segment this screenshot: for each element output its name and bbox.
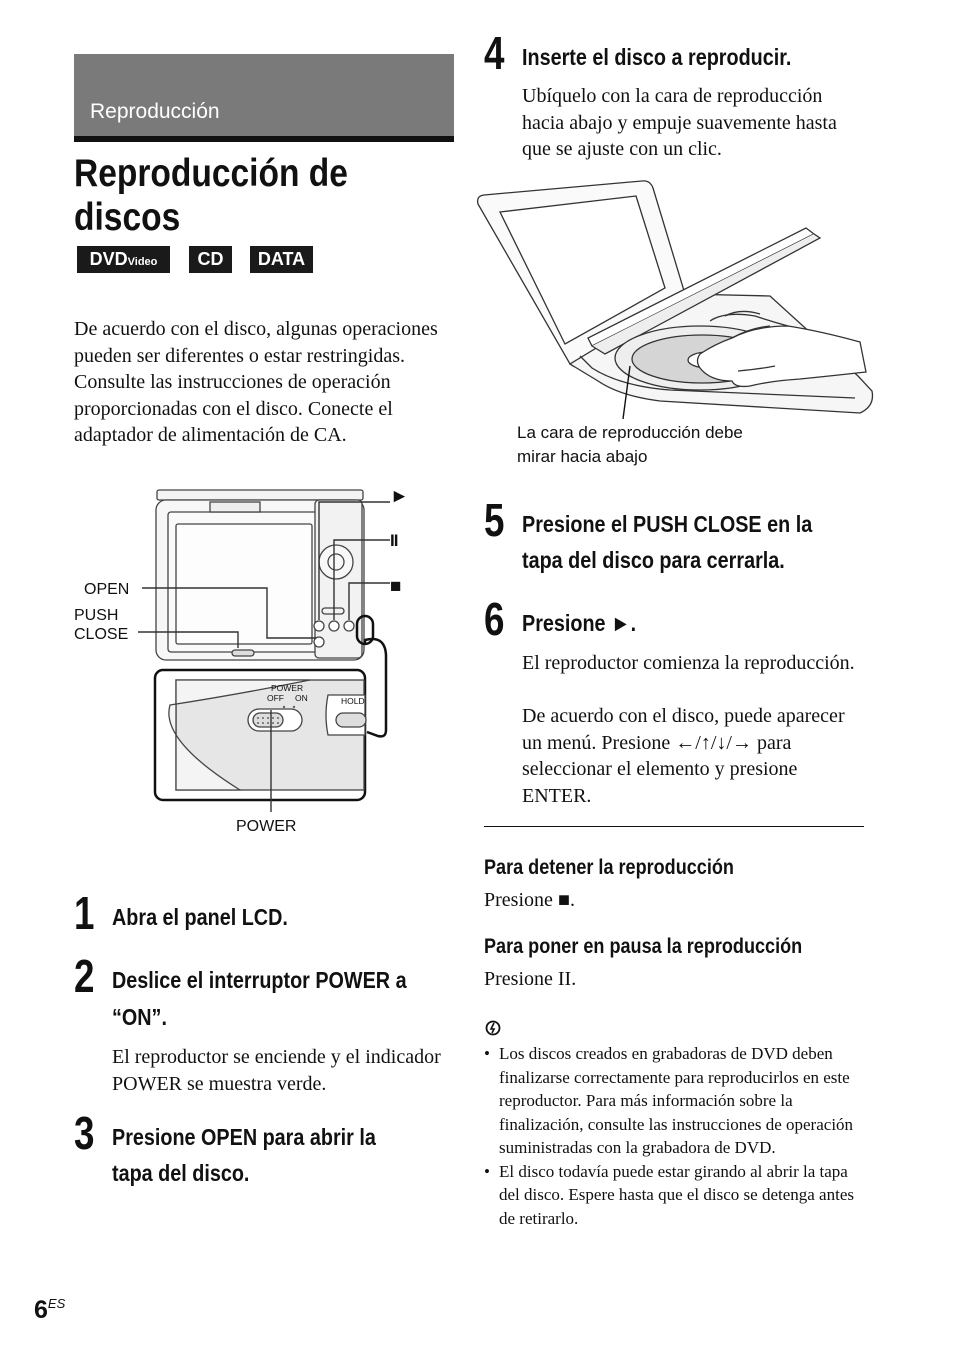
stop-heading: Para detener la reproducción (484, 856, 734, 879)
step-3-heading-line1: Presione OPEN para abrir la (112, 1124, 376, 1150)
intro-paragraph: De acuerdo con el disco, algunas operaciones pueden ser diferentes o estar restringidas. Consulte las instrucciones de operación proporcionadas con el disco. Conecte el adaptador de alimentación de CA. (74, 318, 438, 446)
pause-icon: II (390, 531, 398, 550)
disc-caption-line1: La cara de reproducción debe (517, 423, 743, 442)
note-item: • Los discos creados en grabadoras de DVD deben finalizarse correctamente para reproducirlos en este reproductor. Para más información sobre la finalización, consulte las instrucciones de operación suministradas con la grabadora de DVD. (484, 1042, 864, 1160)
pause-text: Presione II. (484, 968, 577, 990)
push-label: PUSH (74, 607, 119, 624)
step-3-heading-line2: tapa del disco. (112, 1160, 250, 1186)
dvd-video-badge (77, 246, 170, 273)
tip-icon (485, 1019, 503, 1037)
step-6-body-line2: De acuerdo con el disco, puede aparecer un menú. Presione ←/↑/↓/→ para seleccionar el elemento y presione ENTER. (522, 705, 845, 807)
step-4-number: 4 (484, 27, 505, 79)
dvd-badge-label: DVD (89, 249, 128, 269)
switch-on-label: ON (295, 693, 308, 703)
step-1-number: 1 (74, 887, 95, 939)
dvd-badge-sublabel: Video (127, 256, 158, 268)
step-2-heading-line1: Deslice el interruptor POWER a (112, 967, 407, 993)
step-5-number: 5 (484, 494, 505, 546)
switch-off-label: OFF (267, 693, 284, 703)
step-6-number: 6 (484, 593, 505, 645)
switch-power-label: POWER (271, 683, 304, 693)
step-2-number: 2 (74, 950, 95, 1002)
play-icon: ► (390, 486, 409, 507)
step-5-heading-line1: Presione el PUSH CLOSE en la (522, 511, 813, 537)
power-label: POWER (236, 818, 297, 835)
data-badge: DATA (250, 246, 313, 273)
step-5-heading-line2: tapa del disco para cerrarla. (522, 547, 785, 573)
disc-caption-line2: mirar hacia abajo (517, 447, 648, 466)
player-diagram (60, 480, 460, 850)
page-number-value: 6 (34, 1296, 48, 1324)
pause-heading: Para poner en pausa la reproducción (484, 935, 803, 958)
notes-list (484, 1042, 864, 1230)
page-number-suffix: ES (47, 1296, 66, 1311)
page-number (34, 1296, 65, 1325)
step-4-heading: Inserte el disco a reproducir. (522, 44, 792, 70)
disc-insert-illustration (470, 176, 880, 426)
page-title: Reproducción de discos (74, 152, 348, 239)
note-item: • El disco todavía puede estar girando al abrir la tapa del disco. Espere hasta que el disco se detenga antes de retirarlo. (484, 1160, 864, 1231)
cd-badge: CD (189, 246, 232, 273)
divider (484, 826, 864, 827)
open-label: OPEN (84, 581, 130, 598)
step-2-heading-line2: “ON”. (112, 1004, 167, 1030)
step-1-heading: Abra el panel LCD. (112, 904, 288, 930)
step-3-number: 3 (74, 1107, 95, 1159)
step-2-body: El reproductor se enciende y el indicador POWER se muestra verde. (112, 1046, 441, 1095)
stop-text: Presione ■. (484, 889, 575, 911)
step-6-heading: Presione ►. (522, 610, 637, 636)
close-label: CLOSE (74, 626, 129, 643)
hold-label: HOLD (341, 696, 365, 706)
step-4-body: Ubíquelo con la cara de reproducción hacia abajo y empuje suavemente hasta que se ajuste con un clic. (522, 85, 837, 160)
step-6-body-line1: El reproductor comienza la reproducción. (522, 652, 855, 674)
section-banner (74, 54, 454, 142)
section-title: Reproducción (90, 100, 220, 123)
stop-icon: ■ (390, 576, 402, 597)
